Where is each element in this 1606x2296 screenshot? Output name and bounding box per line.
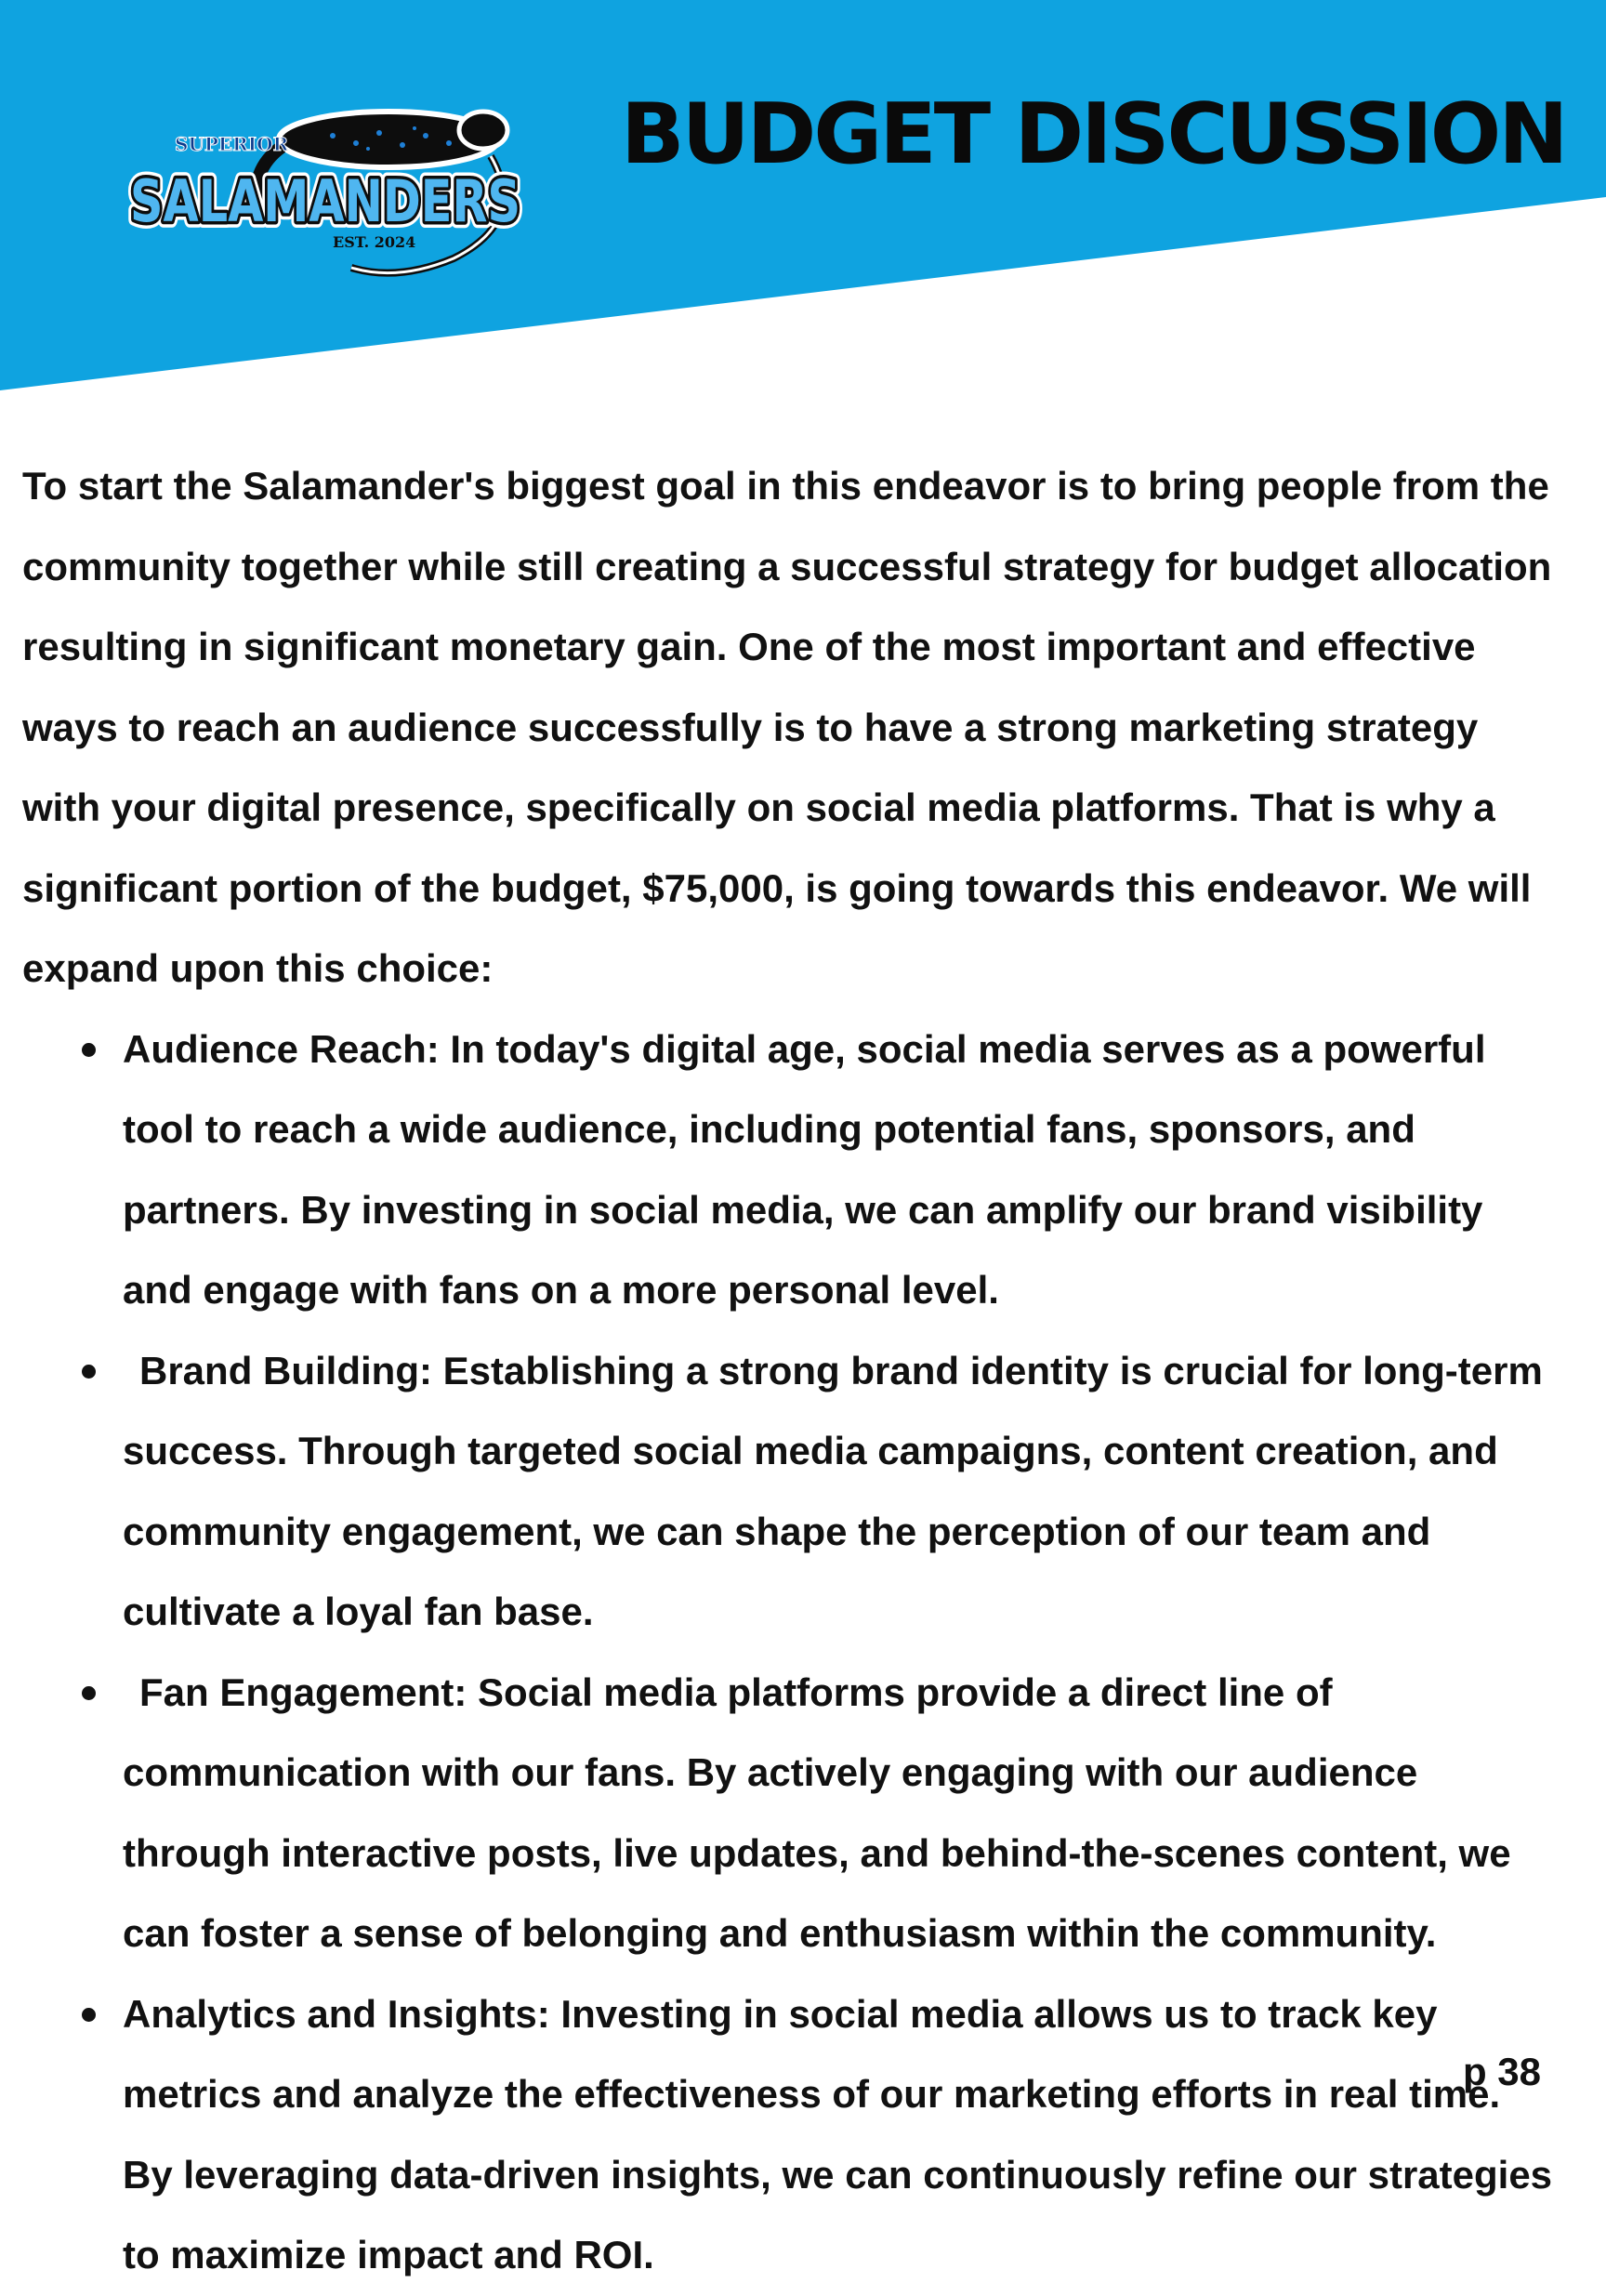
intro-paragraph: To start the Salamander's biggest goal in this endeavor is to bring people from the community together while still creating a successful strategy for budget allocation resulting in significant monetary gain. One of the most important and effective ways to reach an audience successfully is to have a strong marketing strategy with your digital presence, specifically on social media platforms. That is why a significant portion of the budget, $75,000, is going towards this endeavor. We will expand upon this choice: [22, 464, 1552, 990]
svg-text:SALAMANDERS: SALAMANDERS [130, 167, 520, 235]
benefits-list [22, 1009, 1556, 2296]
page-title: BUDGET DISCUSSION [621, 86, 1566, 183]
list-item: Audience Reach: In today's digital age, social media serves as a powerful tool to reach a wide audience, including potential fans, sponsors, and partners. By investing in social media, we can amplify our brand visibility and engage with fans on a more personal level. [22, 1009, 1556, 1331]
team-logo [119, 82, 528, 286]
page-number: p 38 [1462, 2050, 1541, 2093]
svg-text:SALAMANDERS: SALAMANDERS [130, 167, 520, 235]
list-item: Brand Building: Establishing a strong brand identity is crucial for long-term success. Through targeted social media campaigns, content creation, and community engagement, we can shape the perception of our team and cultivate a loyal fan base. [22, 1331, 1556, 1653]
svg-text:SUPERIOR: SUPERIOR [175, 133, 289, 155]
body-content [22, 446, 1556, 2296]
list-item: Analytics and Insights: Investing in social media allows us to track key metrics and analyze the effectiveness of our marketing efforts in real time. By leveraging data-driven insights, we can continuously refine our strategies to maximize impact and ROI. [22, 1974, 1556, 2296]
svg-text:EST. 2024: EST. 2024 [333, 233, 416, 251]
list-item: Fan Engagement: Social media platforms provide a direct line of communication with our fans. By actively engaging with our audience through interactive posts, live updates, and behind-the-scenes content, we can foster a sense of belonging and enthusiasm within the community. [22, 1653, 1556, 1974]
svg-text:SALAMANDERS: SALAMANDERS [130, 167, 520, 235]
